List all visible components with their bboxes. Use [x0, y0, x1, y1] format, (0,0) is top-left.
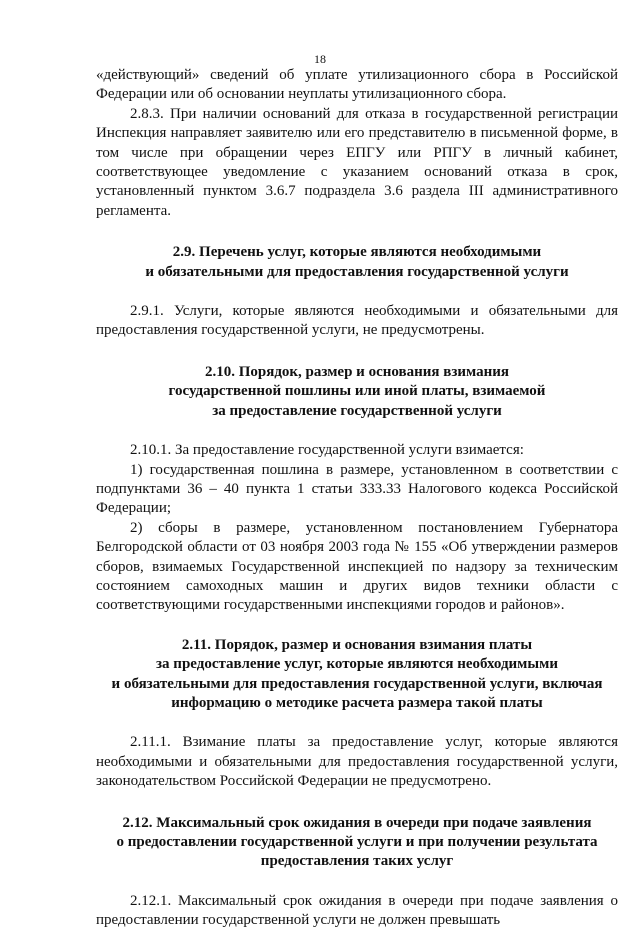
heading-2-10-line-2: государственной пошлины или иной платы, взимаемой — [168, 383, 546, 400]
heading-2-12-line-3: предоставления таких услуг — [260, 853, 454, 870]
heading-2-9 — [96, 243, 618, 282]
heading-2-10-line-3: за предоставление государственной услуги — [212, 402, 502, 419]
paragraph-2-8-3: 2.8.3. При наличии оснований для отказа в государственной регистрации Инспекция направляет заявителю или его представителю в письменной форме, в том числе при обращении через ЕПГУ или РПГУ в личный кабинет, соответствующее уведомление с указанием оснований отказа в срок, установленный пунктом 3.6.7 подраздела 3.6 раздела III административного регламента. — [96, 105, 618, 219]
document-body — [96, 66, 618, 931]
heading-2-12-line-1: 2.12. Максимальный срок ожидания в очереди при подаче заявления — [122, 814, 592, 831]
paragraph-2-10-1-item-2: 2) сборы в размере, установленном постановлением Губернатора Белгородской области от 03 ноября 2003 года № 155 «Об утверждении размеров сборов, взимаемых Государственной инспекцией по надзору за техническим состоянием самоходных машин и других видов техники области с соответствующими государственными инспекциями городов и районов». — [96, 519, 618, 614]
paragraph-2-10-1-item-1: 1) государственная пошлина в размере, установленном в соответствии с подпунктами 36 – 40 пункта 1 статьи 333.33 Налогового кодекса Российской Федерации; — [96, 461, 618, 517]
heading-2-10 — [96, 363, 618, 421]
paragraph-2-11-1: 2.11.1. Взимание платы за предоставление услуг, которые являются необходимыми и обязательными для предоставления государственной услуги, законодательством Российской Федерации не предусмотрено. — [96, 734, 618, 790]
paragraph-2-12-1: 2.12.1. Максимальный срок ожидания в очереди при подаче заявления о предоставлении государственной услуги не должен превышать — [96, 892, 618, 929]
heading-2-9-line-2: и обязательными для предоставления государственной услуги — [145, 263, 569, 280]
heading-2-11-line-2: за предоставление услуг, которые являются необходимыми — [156, 656, 558, 673]
heading-2-11-line-3: и обязательными для предоставления государственной услуги, включая — [111, 675, 603, 692]
heading-2-12-line-2: о предоставлении государственной услуги и при получении результата — [116, 834, 598, 850]
paragraph-2-10-1: 2.10.1. За предоставление государственной услуги взимается: — [130, 442, 524, 459]
heading-2-10-line-1: 2.10. Порядок, размер и основания взимания — [204, 363, 510, 380]
paragraph-2-9-1: 2.9.1. Услуги, которые являются необходимыми и обязательными для предоставления государственной услуги, не предусмотрены. — [96, 303, 618, 339]
heading-2-12 — [96, 814, 618, 872]
paragraph-2-8-2-continuation: «действующий» сведений об уплате утилизационного сбора в Российской Федерации или об основании неуплаты утилизационного сбора. — [96, 67, 618, 103]
heading-2-9-line-1: 2.9. Перечень услуг, которые являются необходимыми — [172, 244, 542, 261]
heading-2-11-line-4: информацию о методике расчета размера такой платы — [171, 694, 543, 711]
page-number: 18 — [314, 52, 326, 66]
heading-2-11 — [96, 636, 618, 714]
heading-2-11-line-1: 2.11. Порядок, размер и основания взимания платы — [181, 636, 533, 653]
